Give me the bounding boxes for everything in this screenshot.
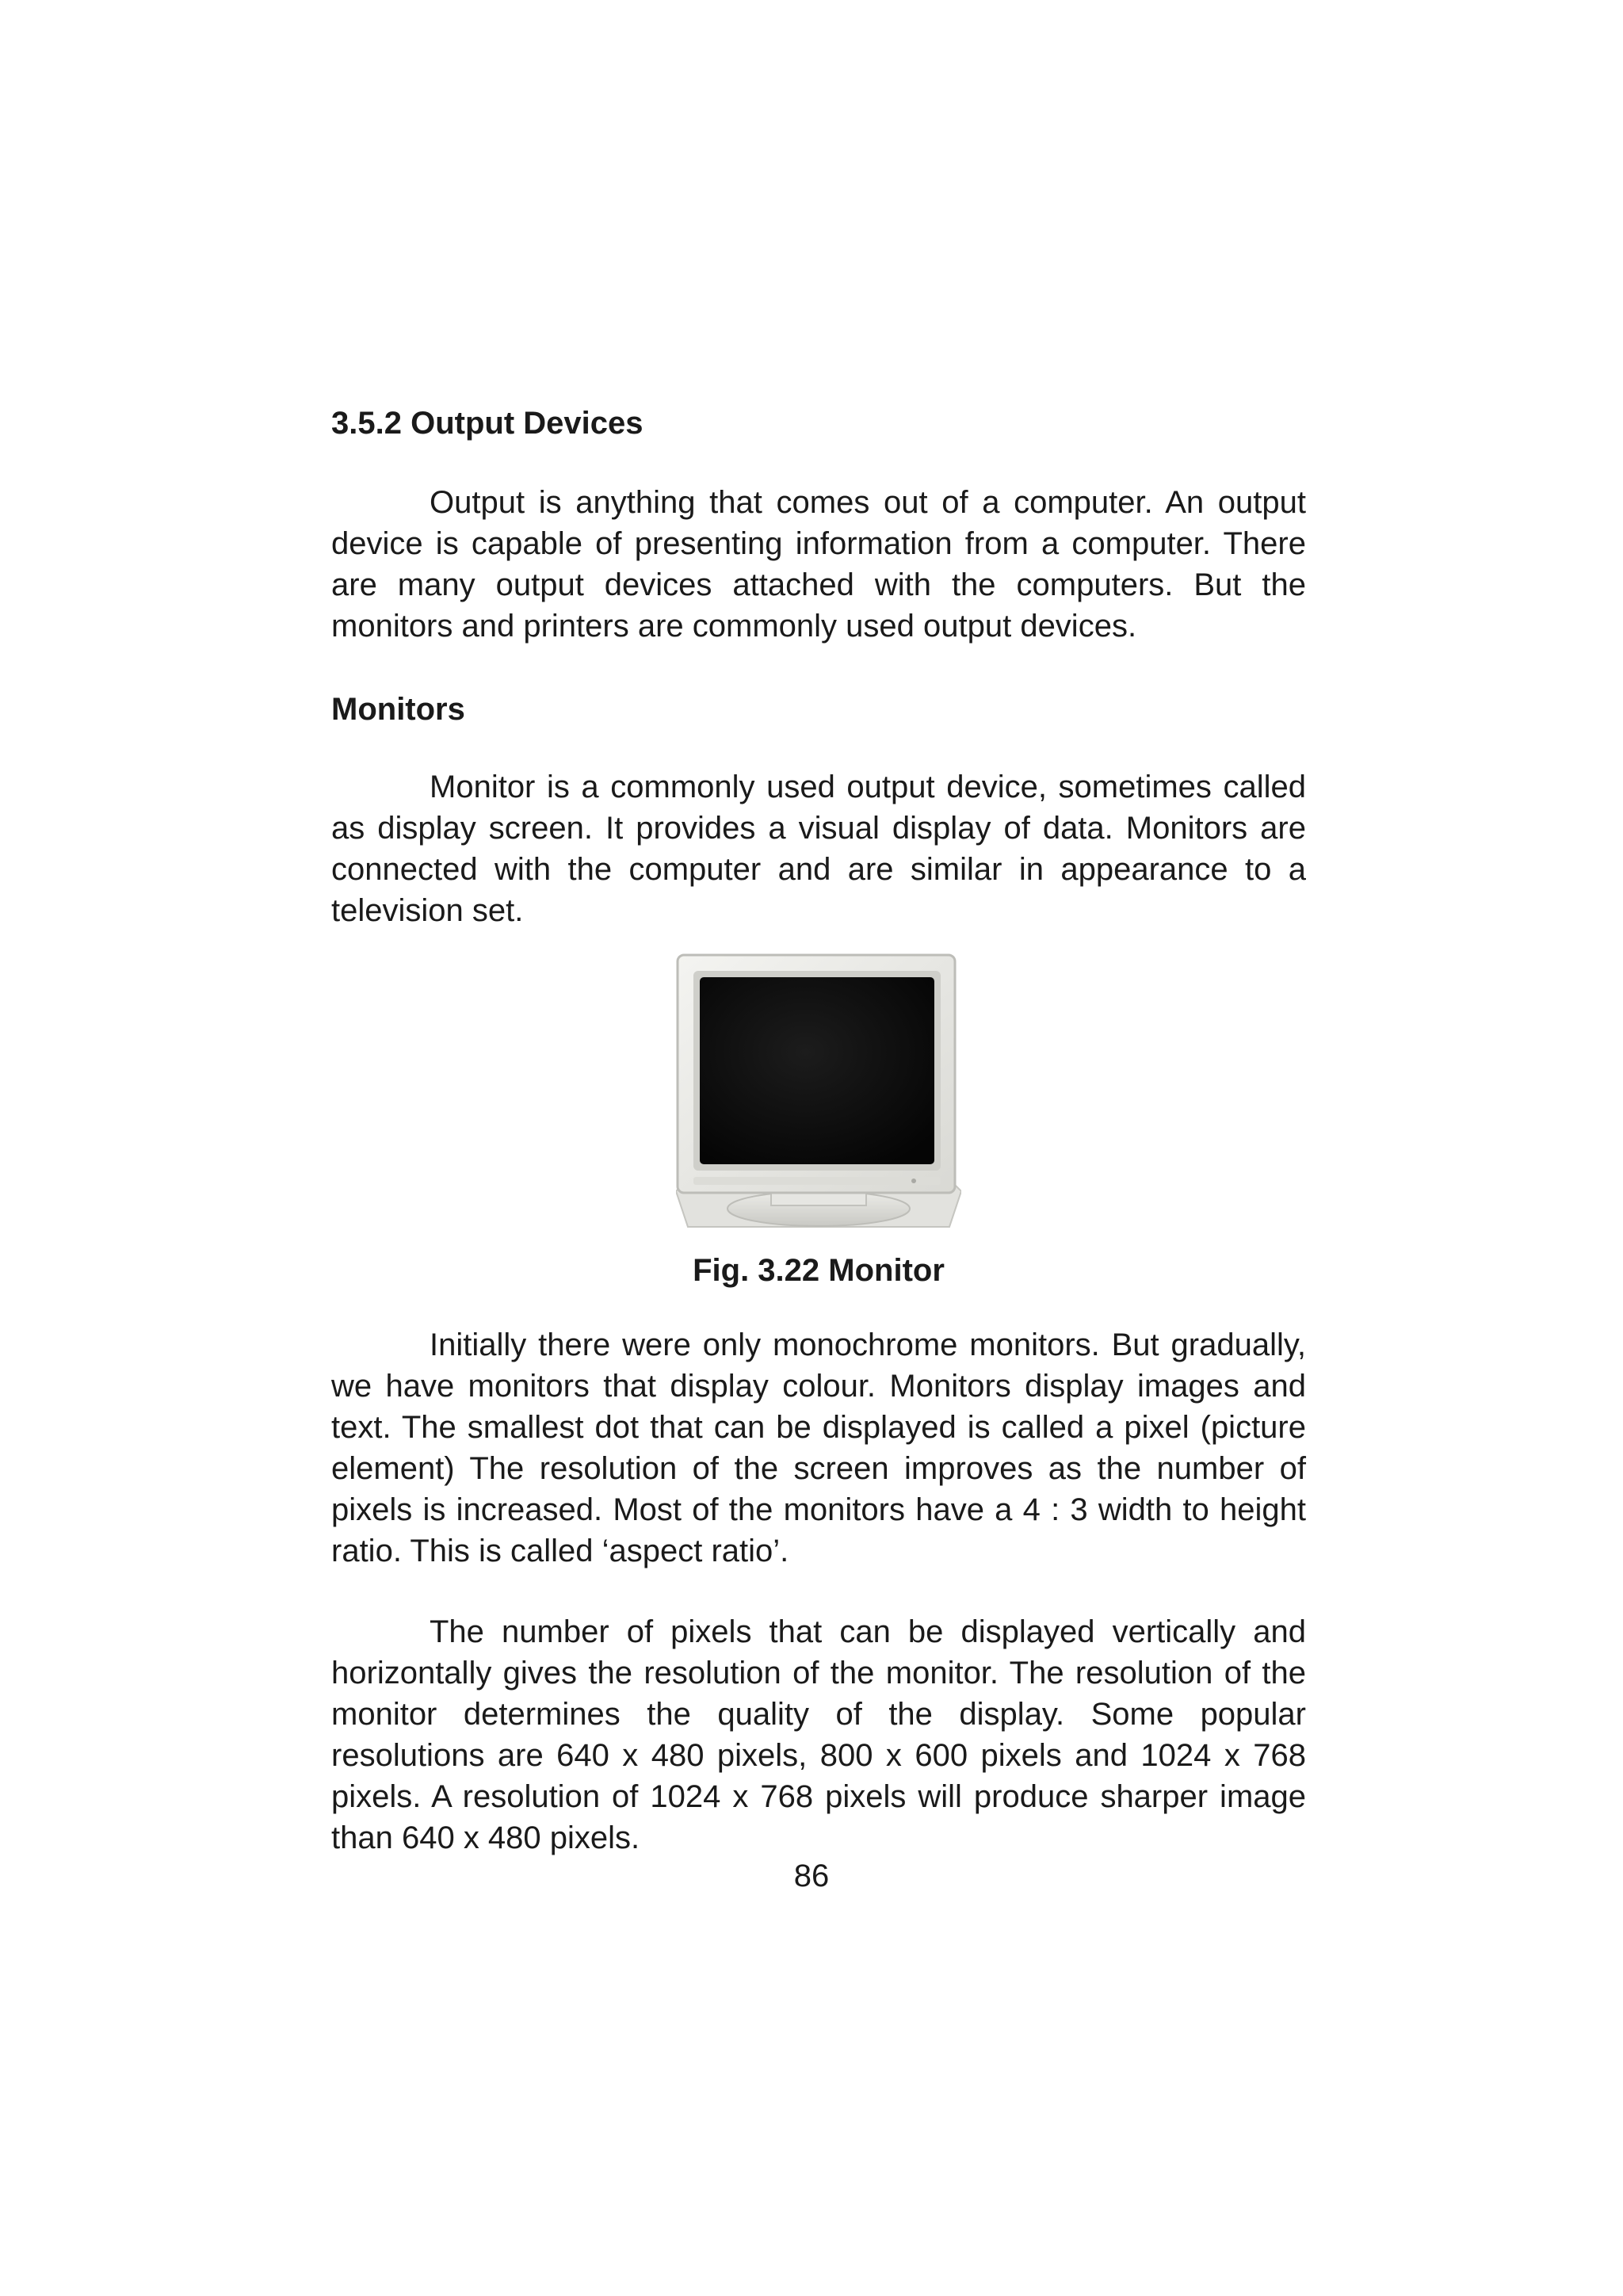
page-number: 86 [793, 1859, 830, 1893]
page-content [331, 404, 1306, 1859]
output-devices-paragraph: Output is anything that comes out of a computer. An output device is capable of presenting information from a computer. There are many output devices attached with the computers. But the monitors and printers are commonly used output devices. [331, 485, 1306, 644]
monitor-figure [331, 953, 1306, 1239]
resolution-paragraph: The number of pixels that can be displayed vertically and horizontally gives the resolution of the monitor. The resolution of the monitor determines the quality of the display. Some popular resolutions are 640 x 480 pixels, 800 x 600 pixels and 1024 x 768 pixels. A resolution of 1024 x 768 pixels will produce sharper image than 640 x 480 pixels. [331, 1614, 1306, 1855]
monitors-heading: Monitors [331, 692, 465, 727]
monochrome-paragraph: Initially there were only monochrome monitors. But gradually, we have monitors that display colour. Monitors display images and text. The smallest dot that can be displayed is called a pixel (picture element) The resolution of the screen improves as the number of pixels is increased. Most of the monitors have a 4 : 3 width to height ratio. This is called ‘aspect ratio’. [331, 1328, 1306, 1568]
monitor-image [676, 953, 961, 1239]
section-heading: 3.5.2 Output Devices [331, 406, 643, 441]
figure-caption: Fig. 3.22 Monitor [693, 1253, 945, 1288]
monitors-paragraph: Monitor is a commonly used output device, sometimes called as display screen. It provides a visual display of data. Monitors are connected with the computer and are similar in appearance to a television set. [331, 770, 1306, 928]
